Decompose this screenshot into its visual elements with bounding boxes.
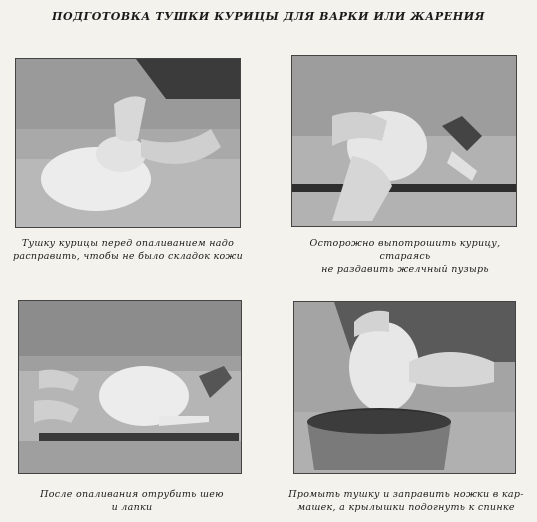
- caption-step-1: [8, 237, 248, 263]
- caption-line: расправить, чтобы не было складок кожи: [12, 251, 244, 262]
- photo-gut-chicken: [291, 55, 517, 227]
- page-title: ПОДГОТОВКА ТУШКИ КУРИЦЫ ДЛЯ ВАРКИ ИЛИ ЖАРЕНИЯ: [51, 10, 486, 23]
- caption-line: Промыть тушку и заправить ножки в кар-: [288, 489, 524, 500]
- caption-line: Осторожно выпотрошить курицу, стараясь: [309, 238, 501, 262]
- photo-cut-neck: [18, 300, 242, 474]
- caption-step-2: [283, 237, 527, 276]
- caption-line: Тушку курицы перед опаливанием надо: [21, 238, 235, 249]
- photo-wash-truss: [293, 301, 516, 474]
- caption-line: машек, а крылышки подогнуть к спинке: [297, 502, 515, 513]
- caption-line: не раздавить желчный пузырь: [321, 264, 489, 275]
- caption-line: После опаливания отрубить шею: [40, 489, 224, 500]
- caption-step-4: [283, 488, 529, 514]
- caption-step-3: [12, 488, 252, 514]
- photo-spread-chicken: [15, 58, 241, 228]
- caption-line: и лапки: [111, 502, 153, 513]
